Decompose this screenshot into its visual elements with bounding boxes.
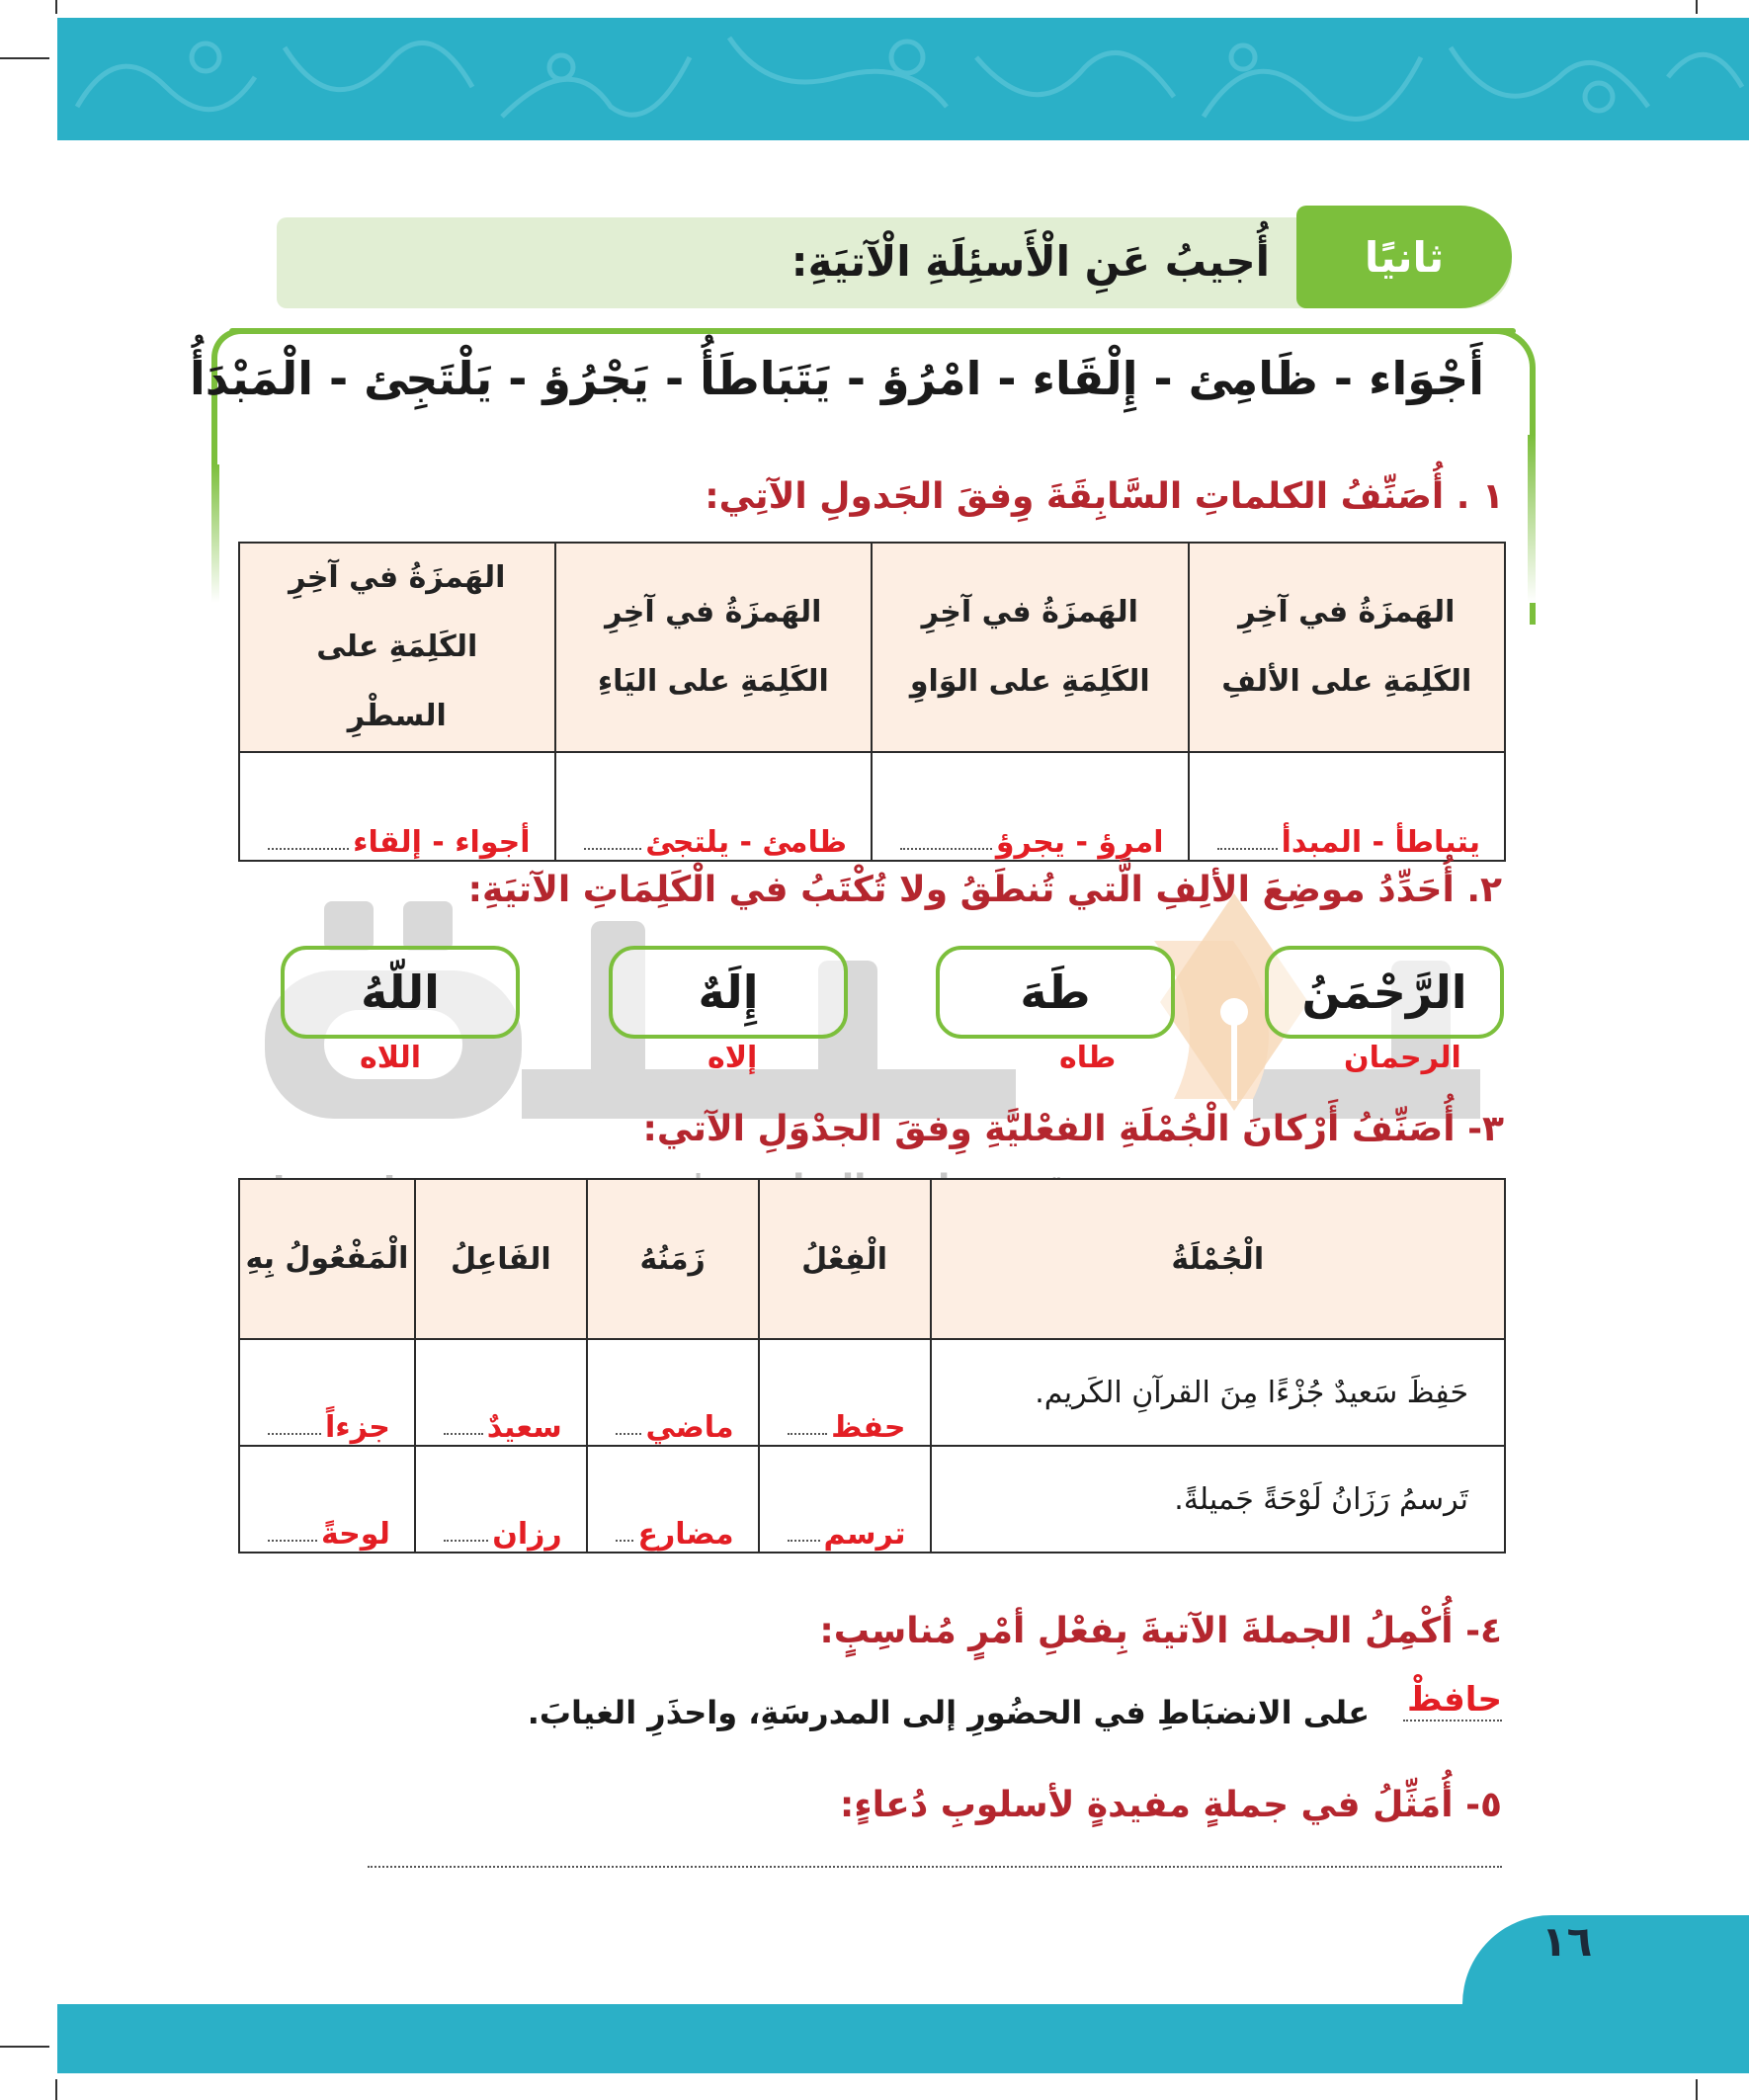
q1-answer-cell[interactable]: [239, 752, 555, 861]
table-row: [239, 1339, 1505, 1446]
q3-answer-cell[interactable]: [415, 1339, 587, 1446]
q2-word-pill: [609, 946, 848, 1039]
answer-dotted-line: [1403, 1720, 1502, 1722]
q1-answer-row: [239, 752, 1505, 861]
q3-answer-cell[interactable]: [759, 1339, 931, 1446]
q1-answer-cell[interactable]: [872, 752, 1188, 861]
frame-top-line: [229, 328, 1516, 334]
q1-header-text: الهَمزَةُ في آخِرِ الكَلِمَةِ على الوَاوِ: [909, 595, 1150, 699]
section-heading: أُجيبُ عَنِ الْأَسئِلَةِ الْآتيَةِ:: [791, 237, 1270, 286]
q1-answer-line: أجواء - إلقاء: [353, 825, 531, 860]
q3-sentence: تَرسمُ رَزَانُ لَوْحَةً جَميلةً.: [931, 1446, 1506, 1553]
q3-subject-answer: رزان: [492, 1517, 562, 1552]
q2-answer: إلاه: [708, 1041, 758, 1075]
q1-header-alef: [1189, 543, 1505, 752]
answer-dotted-line: [584, 848, 642, 850]
frame-right-fade: [1528, 435, 1536, 603]
q1-answer-yaa: ظامئ - يلتجئ: [645, 825, 848, 860]
q1-answer-alef: يتباطأ - المبدأ: [1281, 825, 1480, 860]
answer-dotted-line: [444, 1433, 483, 1435]
answer-dotted-line: [616, 1540, 634, 1542]
q3-object-answer: لوحةً: [320, 1517, 390, 1552]
q3-header-object: الْمَفْعُولُ بِهِ: [239, 1179, 415, 1339]
q4-answer[interactable]: حافظْ: [1407, 1680, 1502, 1720]
crop-mark: [55, 0, 57, 14]
header-band: [57, 18, 1749, 140]
q2-word-pill: [936, 946, 1175, 1039]
page-number-tab: [1462, 1915, 1749, 2014]
q3-answer-cell[interactable]: [239, 1339, 415, 1446]
answer-dotted-line: [616, 1433, 642, 1435]
q1-answer-cell[interactable]: [1189, 752, 1505, 861]
q3-table: [238, 1178, 1506, 1554]
q3-object-answer: جزءاً: [324, 1410, 390, 1445]
q1-header-waw: [872, 543, 1188, 752]
section-tag: ثانيًا: [1296, 206, 1512, 308]
q1-answer-cell[interactable]: [555, 752, 872, 861]
crop-mark: [55, 2079, 57, 2100]
table-row: [239, 1446, 1505, 1553]
q1-header-row: [239, 543, 1505, 752]
q1-header-text: الهَمزَةُ في آخِرِ الكَلِمَةِ على اليَاءِ: [597, 595, 829, 699]
answer-dotted-line: [268, 1540, 317, 1542]
crop-mark: [1696, 0, 1698, 14]
q3-verb-answer: حفظ: [831, 1410, 906, 1445]
q2-word: طَهَ: [1020, 966, 1091, 1019]
q4-answer-line: [245, 1680, 1502, 1731]
q3-answer-cell[interactable]: [415, 1446, 587, 1553]
q1-header-line: [239, 543, 555, 752]
q3-answer-cell[interactable]: [587, 1446, 759, 1553]
q2-answer: اللاه: [360, 1041, 422, 1075]
answer-dotted-line: [1217, 848, 1278, 850]
q3-answer-cell[interactable]: [587, 1339, 759, 1446]
question-4-title: ٤- أُكْمِلُ الجملةَ الآتيةَ بِفعْلِ أمْرٍ مُناسِبٍ:: [819, 1611, 1502, 1651]
q3-tense-answer: ماضي: [645, 1410, 734, 1445]
answer-dotted-line: [788, 1540, 820, 1542]
q3-header-row: [239, 1179, 1505, 1339]
footer-band: [57, 2004, 1749, 2073]
q2-word: إِلَهٌ: [698, 966, 759, 1019]
question-1-title: ١ . أُصَنِّفُ الكلماتِ السَّابِقَةَ وِفقَ الجَدولِ الآتِي:: [705, 476, 1504, 517]
q3-header-verb: الْفِعْلُ: [759, 1179, 931, 1339]
q2-answer: الرحمان: [1344, 1041, 1461, 1075]
q3-header-sentence: الْجُمْلَةُ: [931, 1179, 1506, 1339]
q3-header-tense: زَمَنُهُ: [587, 1179, 759, 1339]
q2-answer: طاه: [1059, 1041, 1117, 1075]
q1-table: [238, 542, 1506, 862]
question-2-title: ٢. أُحَدِّدُ موضِعَ الألِفِ الَّتي تُنطَقُ ولا تُكْتَبُ في الْكَلِمَاتِ الآتيَةِ:: [467, 870, 1502, 910]
q5-answer-line[interactable]: [368, 1866, 1502, 1868]
q3-header-subject: الفَاعِلُ: [415, 1179, 587, 1339]
answer-dotted-line: [900, 848, 992, 850]
crop-mark: [0, 57, 49, 59]
calligraphy-pattern: [57, 18, 1749, 140]
q3-sentence: حَفِظَ سَعيدٌ جُزْءًا مِنَ القرآنِ الكَريم.: [931, 1339, 1506, 1446]
page-number: ١٦: [1541, 1917, 1593, 1966]
q2-word: الرَّحْمَنُ: [1301, 966, 1467, 1019]
q3-tense-answer: مضارع: [637, 1517, 734, 1552]
q4-sentence: على الانضبَاطِ في الحضُورِ إلى المدرسَةِ، واحذَرِ الغيابَ.: [527, 1694, 1371, 1731]
q1-answer-waw: امرؤ - يجرؤ: [995, 825, 1164, 860]
q1-header-text: الهَمزَةُ في آخِرِ الكَلِمَةِ على السطْرِ: [289, 560, 506, 733]
crop-mark: [1696, 2079, 1698, 2100]
q3-answer-cell[interactable]: [759, 1446, 931, 1553]
word-list: أَجْوَاء - ظَامِئ - إِلْقَاء - امْرُؤ - يَتَبَاطَأُ - يَجْرُؤ - يَلْتَجِئ - الْمَبْدَأُ: [190, 352, 1484, 405]
frame-left-fade: [211, 464, 219, 603]
crop-mark: [0, 2046, 49, 2048]
answer-dotted-line: [268, 1433, 321, 1435]
q3-answer-cell[interactable]: [239, 1446, 415, 1553]
q3-verb-answer: ترسم: [823, 1517, 906, 1552]
question-5-title: ٥- أُمَثِّلُ في جملةٍ مفيدةٍ لأسلوبِ دُعاءٍ:: [839, 1785, 1502, 1825]
answer-dotted-line: [268, 848, 349, 850]
q2-word-pill: [1265, 946, 1504, 1039]
q2-word: اللّهُ: [361, 966, 440, 1019]
q3-subject-answer: سعيدٌ: [486, 1410, 562, 1445]
answer-dotted-line: [444, 1540, 488, 1542]
q1-header-yaa: [555, 543, 872, 752]
q1-header-text: الهَمزَةُ في آخِرِ الكَلِمَةِ على الألفِ: [1221, 595, 1472, 699]
q2-word-pill: [281, 946, 520, 1039]
question-3-title: ٣- أُصَنِّفُ أَرْكانَ الْجُمْلَةِ الفعْليَّةِ وِفقَ الجدْوَلِ الآتي:: [642, 1109, 1504, 1149]
answer-dotted-line: [788, 1433, 828, 1435]
